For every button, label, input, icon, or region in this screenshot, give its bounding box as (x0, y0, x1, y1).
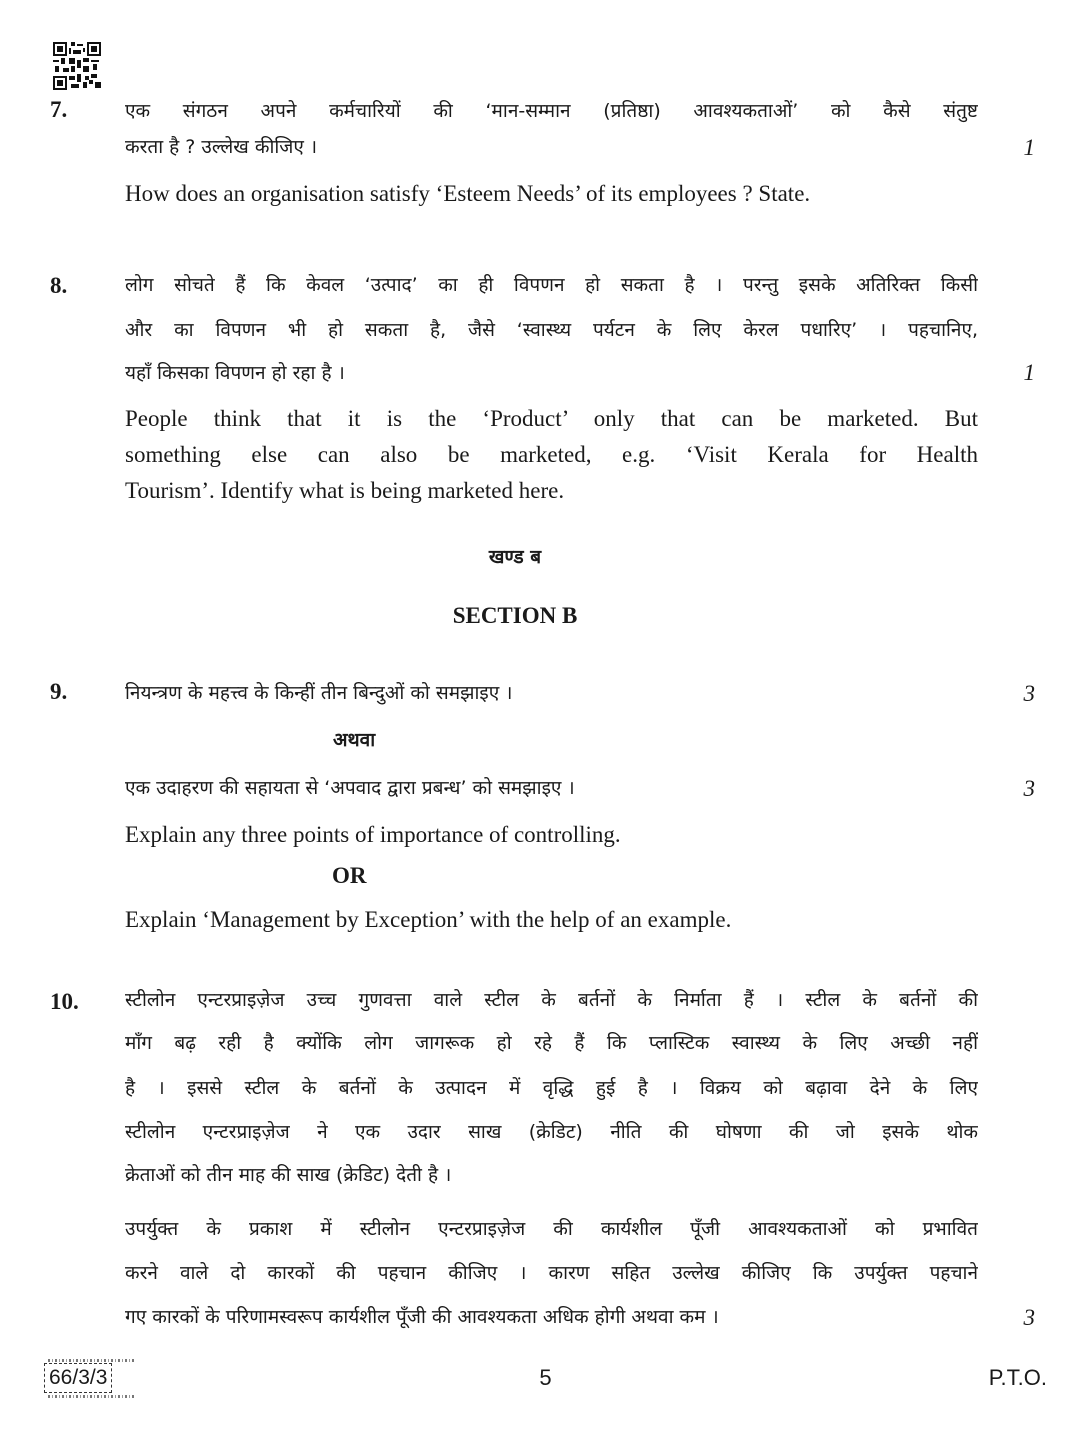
question-number-9: 9. (50, 679, 68, 704)
q10-marks: 3 (1023, 1305, 1035, 1330)
q8-english-line-2: something else can also be marketed, e.g. ‘Visit Kerala for Health (125, 442, 978, 467)
q9-or-english: OR (332, 863, 367, 888)
q9-marks-alt: 3 (1023, 776, 1035, 801)
question-number-8: 8. (50, 273, 68, 298)
pto-label: P.T.O. (988, 1365, 1047, 1390)
q8-english-line-3: Tourism’. Identify what is being marketed here. (125, 478, 565, 503)
q9-hindi-alt: एक उदाहरण की सहायता से ‘अपवाद द्वारा प्रबन्ध’ को समझाइए । (125, 777, 575, 799)
q10-para1-line-1: स्टीलोन एन्टरप्राइज़ेज उच्च गुणवत्ता वाले स्टील के बर्तनों के निर्माता हैं । स्टील के बर्तनों की (125, 989, 978, 1011)
qr-code-icon (53, 42, 101, 90)
q10-para2-line-2: करने वाले दो कारकों की पहचान कीजिए । कारण सहित उल्लेख कीजिए कि उपर्युक्त पहचाने (125, 1262, 978, 1284)
q10-para1-line-4: स्टीलोन एन्टरप्राइज़ेज ने एक उदार साख (क्रेडिट) नीति की घोषणा की जो इसके थोक (125, 1121, 978, 1143)
q10-para1-line-3: है । इससे स्टील के बर्तनों के उत्पादन में वृद्धि हुई है । विक्रय को बढ़ावा देने के लिए (125, 1077, 978, 1099)
q8-english-line-1: People think that it is the ‘Product’ only that can be marketed. But (125, 406, 978, 431)
q7-hindi-line-1: एक संगठन अपने कर्मचारियों की ‘मान-सम्मान (प्रतिष्ठा) आवश्यकताओं’ को कैसे संतुष्ट (125, 100, 978, 122)
q8-hindi-line-1: लोग सोचते हैं कि केवल ‘उत्पाद’ का ही विपणन हो सकता है । परन्तु इसके अतिरिक्त किसी (125, 274, 978, 296)
section-hindi-title: खण्ड ब (488, 546, 542, 568)
q7-english-line-1: How does an organisation satisfy ‘Esteem Needs’ of its employees ? State. (125, 181, 811, 206)
q10-para2-line-3: गए कारकों के परिणामस्वरूप कार्यशील पूँजी की आवश्यकता अधिक होगी अथवा कम । (125, 1306, 719, 1328)
paper-code: 66/3/3 (44, 1363, 112, 1393)
footer-barcode-bottom (48, 1395, 136, 1398)
section-english-title: SECTION B (452, 603, 578, 628)
q8-hindi-line-2: और का विपणन भी हो सकता है, जैसे ‘स्वास्थ्य पर्यटन के लिए केरल पधारिए’ । पहचानिए, (125, 319, 978, 341)
footer-barcode-top (48, 1359, 136, 1362)
q9-english-alt: Explain ‘Management by Exception’ with the help of an example. (125, 907, 732, 932)
q9-or-hindi: अथवा (333, 729, 376, 751)
q10-para1-line-2: माँग बढ़ रही है क्योंकि लोग जागरूक हो रहे हैं कि प्लास्टिक स्वास्थ्य के लिए अच्छी नहीं (125, 1032, 978, 1054)
q8-hindi-line-3: यहाँ किसका विपणन हो रहा है । (125, 362, 345, 384)
q7-hindi-line-2: करता है ? उल्लेख कीजिए । (125, 136, 318, 158)
q10-para1-line-5: क्रेताओं को तीन माह की साख (क्रेडिट) देती है । (125, 1164, 452, 1186)
q9-marks-main: 3 (1023, 681, 1035, 706)
q8-marks: 1 (1023, 360, 1035, 385)
page-number: 5 (539, 1365, 552, 1390)
q7-marks: 1 (1023, 135, 1035, 160)
q9-hindi-main: नियन्त्रण के महत्त्व के किन्हीं तीन बिन्दुओं को समझाइए । (125, 682, 513, 704)
q10-para2-line-1: उपर्युक्त के प्रकाश में स्टीलोन एन्टरप्राइज़ेज की कार्यशील पूँजी आवश्यकताओं को प्रभावित (125, 1218, 978, 1240)
question-number-7: 7. (50, 97, 68, 122)
question-number-10: 10. (50, 989, 79, 1014)
q9-english-main: Explain any three points of importance of controlling. (125, 822, 621, 847)
